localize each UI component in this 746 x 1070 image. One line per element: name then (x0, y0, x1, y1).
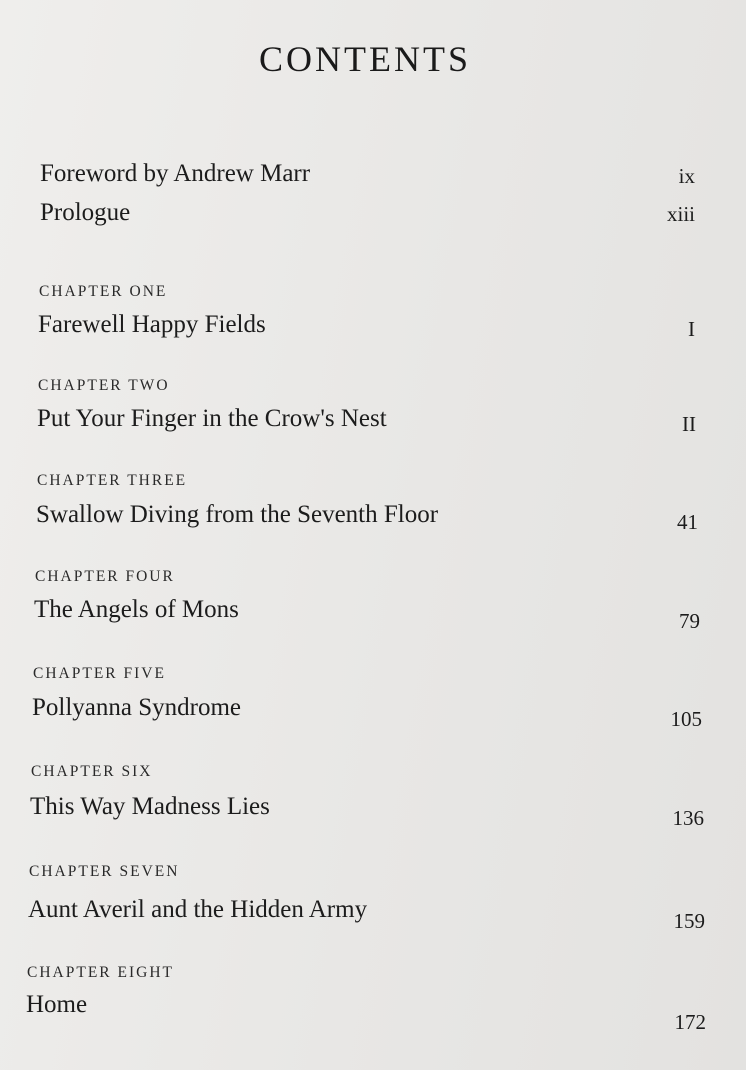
toc-entry-title: Foreword by Andrew Marr (40, 160, 311, 187)
chapter-label: CHAPTER SIX (31, 763, 153, 780)
chapter-title: Swallow Diving from the Seventh Floor (36, 501, 439, 528)
toc-entry-page: xiii (666, 202, 695, 226)
chapter-title: Aunt Averil and the Hidden Army (28, 896, 368, 923)
chapter-page: II (682, 412, 696, 436)
chapter-label: CHAPTER EIGHT (27, 964, 174, 981)
page-title: CONTENTS (259, 39, 471, 79)
chapter-title: Farewell Happy Fields (38, 311, 266, 338)
chapter-label: CHAPTER TWO (38, 377, 170, 394)
chapter-label: CHAPTER SEVEN (29, 863, 180, 880)
chapter-label: CHAPTER THREE (37, 472, 188, 489)
toc-entry-title: Prologue (40, 199, 131, 226)
chapter-page: 79 (679, 609, 700, 633)
chapter-title: Home (26, 991, 88, 1018)
chapter-title: Put Your Finger in the Crow's Nest (37, 405, 387, 432)
toc-entry-page: ix (678, 164, 695, 188)
chapter-label: CHAPTER FIVE (33, 665, 166, 682)
chapter-page: I (688, 317, 695, 341)
chapter-label: CHAPTER ONE (39, 283, 168, 300)
chapter-label: CHAPTER FOUR (35, 568, 175, 585)
chapter-title: Pollyanna Syndrome (32, 694, 242, 721)
chapter-page: 136 (672, 806, 704, 830)
chapter-page: 172 (674, 1010, 706, 1034)
chapter-page: 41 (677, 510, 698, 534)
chapter-title: This Way Madness Lies (30, 793, 270, 820)
chapter-title: The Angels of Mons (34, 596, 239, 623)
chapter-page: 159 (673, 909, 705, 933)
chapter-page: 105 (670, 707, 702, 731)
